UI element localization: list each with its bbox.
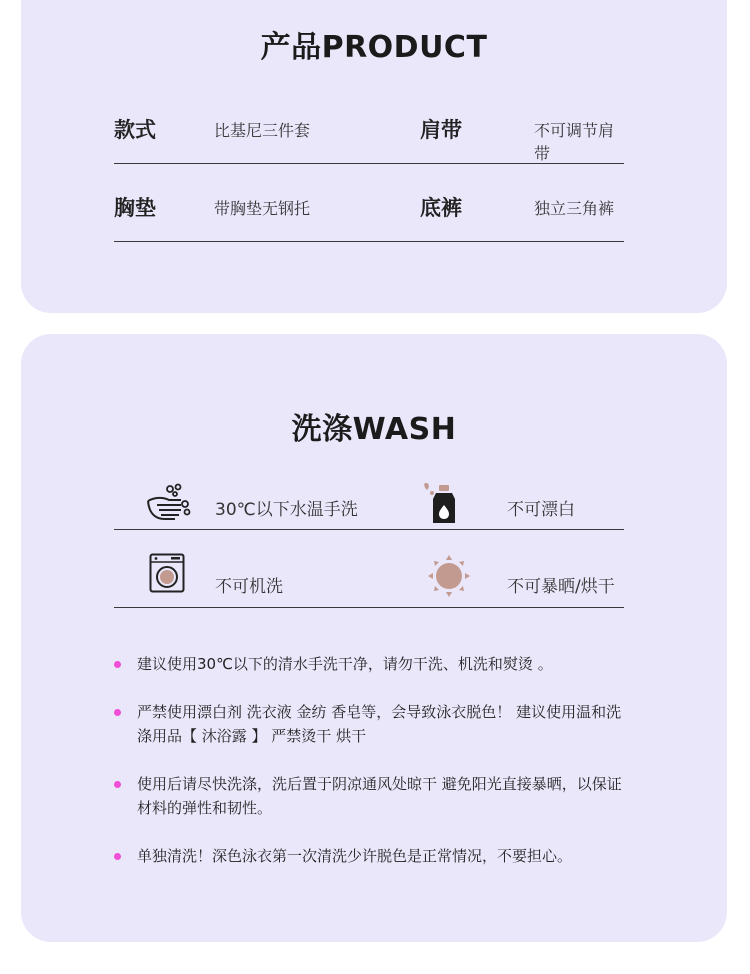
bleach-bottle-icon — [421, 479, 461, 529]
bullet-dot — [114, 781, 121, 788]
note-text: 严禁使用漂白剂 洗衣液 金纺 香皂等，会导致泳衣脱色！ 建议使用温和洗涤用品【 沐浴露 】 严禁烫干 烘干 — [137, 703, 622, 745]
list-item — [114, 700, 634, 748]
wash-row — [114, 451, 624, 530]
hand-wash-icon — [145, 483, 191, 527]
product-card — [21, 0, 727, 313]
list-item — [114, 772, 634, 820]
spec-value: 带胸垫无钢托 — [214, 199, 311, 218]
spec-value: 独立三角裤 — [534, 199, 615, 218]
spec-label: 款式 — [114, 118, 156, 142]
list-item — [114, 844, 634, 868]
wash-title: 洗涤WASH — [291, 412, 457, 447]
bullet-dot — [114, 661, 121, 668]
bullet-dot — [114, 853, 121, 860]
wash-card — [21, 334, 727, 942]
note-text: 建议使用30℃以下的清水手洗干净，请勿干洗、机洗和熨烫 。 — [137, 655, 553, 673]
spec-value: 比基尼三件套 — [214, 121, 311, 140]
spec-label: 胸垫 — [114, 196, 156, 220]
sun-icon — [427, 554, 471, 602]
wash-instruction: 不可机洗 — [215, 577, 283, 597]
note-text: 单独清洗！深色泳衣第一次清洗少许脱色是正常情况，不要担心。 — [137, 847, 573, 865]
list-item — [114, 652, 634, 676]
spec-label: 底裤 — [420, 196, 462, 220]
washing-machine-icon — [149, 553, 185, 597]
care-notes — [114, 652, 634, 892]
wash-instruction: 不可暴晒/烘干 — [507, 577, 615, 597]
wash-row — [114, 529, 624, 608]
wash-instruction: 30℃以下水温手洗 — [215, 500, 358, 520]
note-text: 使用后请尽快洗涤，洗后置于阴凉通风处晾干 避免阳光直接暴晒，以保证材料的弹性和韧性。 — [137, 775, 622, 817]
product-row — [114, 85, 624, 164]
spec-value: 不可调节肩带 — [534, 121, 615, 163]
wash-instruction: 不可漂白 — [507, 500, 575, 520]
bullet-dot — [114, 709, 121, 716]
product-row — [114, 163, 624, 242]
product-title: 产品PRODUCT — [260, 30, 488, 65]
spec-label: 肩带 — [420, 118, 462, 142]
